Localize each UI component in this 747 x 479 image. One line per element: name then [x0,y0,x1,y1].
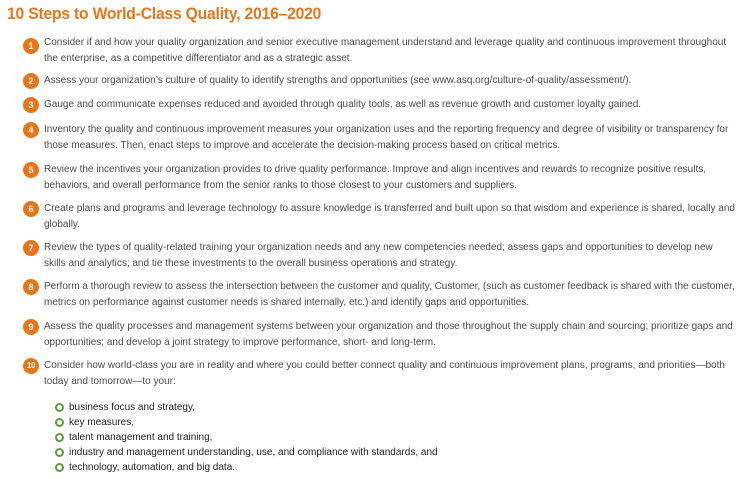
step-number-badge: 3 [23,97,39,113]
step-text: Review the types of quality-related training your organization needs and any new competencies needed; assess gaps and opportunities to develop new skills and analytics; and tie these investments to the overall business operations and strategy. [44,242,713,269]
circle-bullet-icon [55,433,64,442]
list-item [55,430,438,445]
page-title: 10 Steps to World-Class Quality, 2016–2020 [7,4,322,23]
step-text: Review the incentives your organization provides to drive quality performance. Improve and align incentives and rewards to recognize positive results, behaviors, and overall performance from the senior ranks to those closest to your customers and suppliers. [44,164,707,191]
list-item-text: key measures, [69,417,135,428]
step-number-badge: 5 [23,162,39,178]
list-item-text: industry and management understanding, use, and compliance with standards, and [69,447,438,458]
circle-bullet-icon [55,448,64,457]
list-item [55,415,438,430]
list-item-text: talent management and training, [69,432,213,443]
step-text: Consider how world-class you are in reality and where you could better connect quality and continuous improvement plans, programs, and priorities—both today and tomorrow—to your: [44,360,725,387]
step-text: Assess your organization’s culture of quality to identify strengths and opportunities (see www.asq.org/culture-of-quality/assessment/). [44,75,632,86]
step-text: Assess the quality processes and management systems between your organization and those throughout the supply chain and sourcing; prioritize gaps and opportunities; and develop a joint strategy to improve performance, short- and long-term. [44,321,733,348]
circle-bullet-icon [55,418,64,427]
step-number-badge: 10 [23,358,39,374]
list-item [55,400,438,415]
step-text: Perform a thorough review to assess the intersection between the customer and quality, Customer, (such as customer feedback is shared with the customer, metrics on performance against customer needs is shared internally, etc.) and identify gaps and opportunities. [44,281,735,308]
circle-bullet-icon [55,403,64,412]
list-item-text: technology, automation, and big data. [69,462,236,473]
step-number-badge: 7 [23,240,39,256]
step-number-badge: 1 [23,38,39,54]
step-text: Inventory the quality and continuous improvement measures your organization uses and the reporting frequency and degree of visibility or transparency for those measures. Then, enact steps to improve and accelerate the decision-making process based on critical metrics. [44,124,729,151]
circle-bullet-icon [55,463,64,472]
focus-areas-list [55,400,438,475]
step-text: Consider if and how your quality organization and senior executive management understand and leverage quality and continuous improvement throughout the enterprise, as a competitive differentiator and as a strategic asset. [44,37,727,64]
list-item-text: business focus and strategy, [69,402,195,413]
step-number-badge: 9 [23,319,39,335]
step-number-badge: 4 [23,122,39,138]
list-item [55,460,438,475]
step-number-badge: 2 [23,73,39,89]
step-number-badge: 6 [23,201,39,217]
step-text: Gauge and communicate expenses reduced and avoided through quality tools, as well as revenue growth and customer loyalty gained. [44,99,642,110]
list-item [55,445,438,460]
step-text: Create plans and programs and leverage technology to assure knowledge is transferred and built upon so that wisdom and experience is shared, locally and globally. [44,203,735,230]
step-number-badge: 8 [23,279,39,295]
